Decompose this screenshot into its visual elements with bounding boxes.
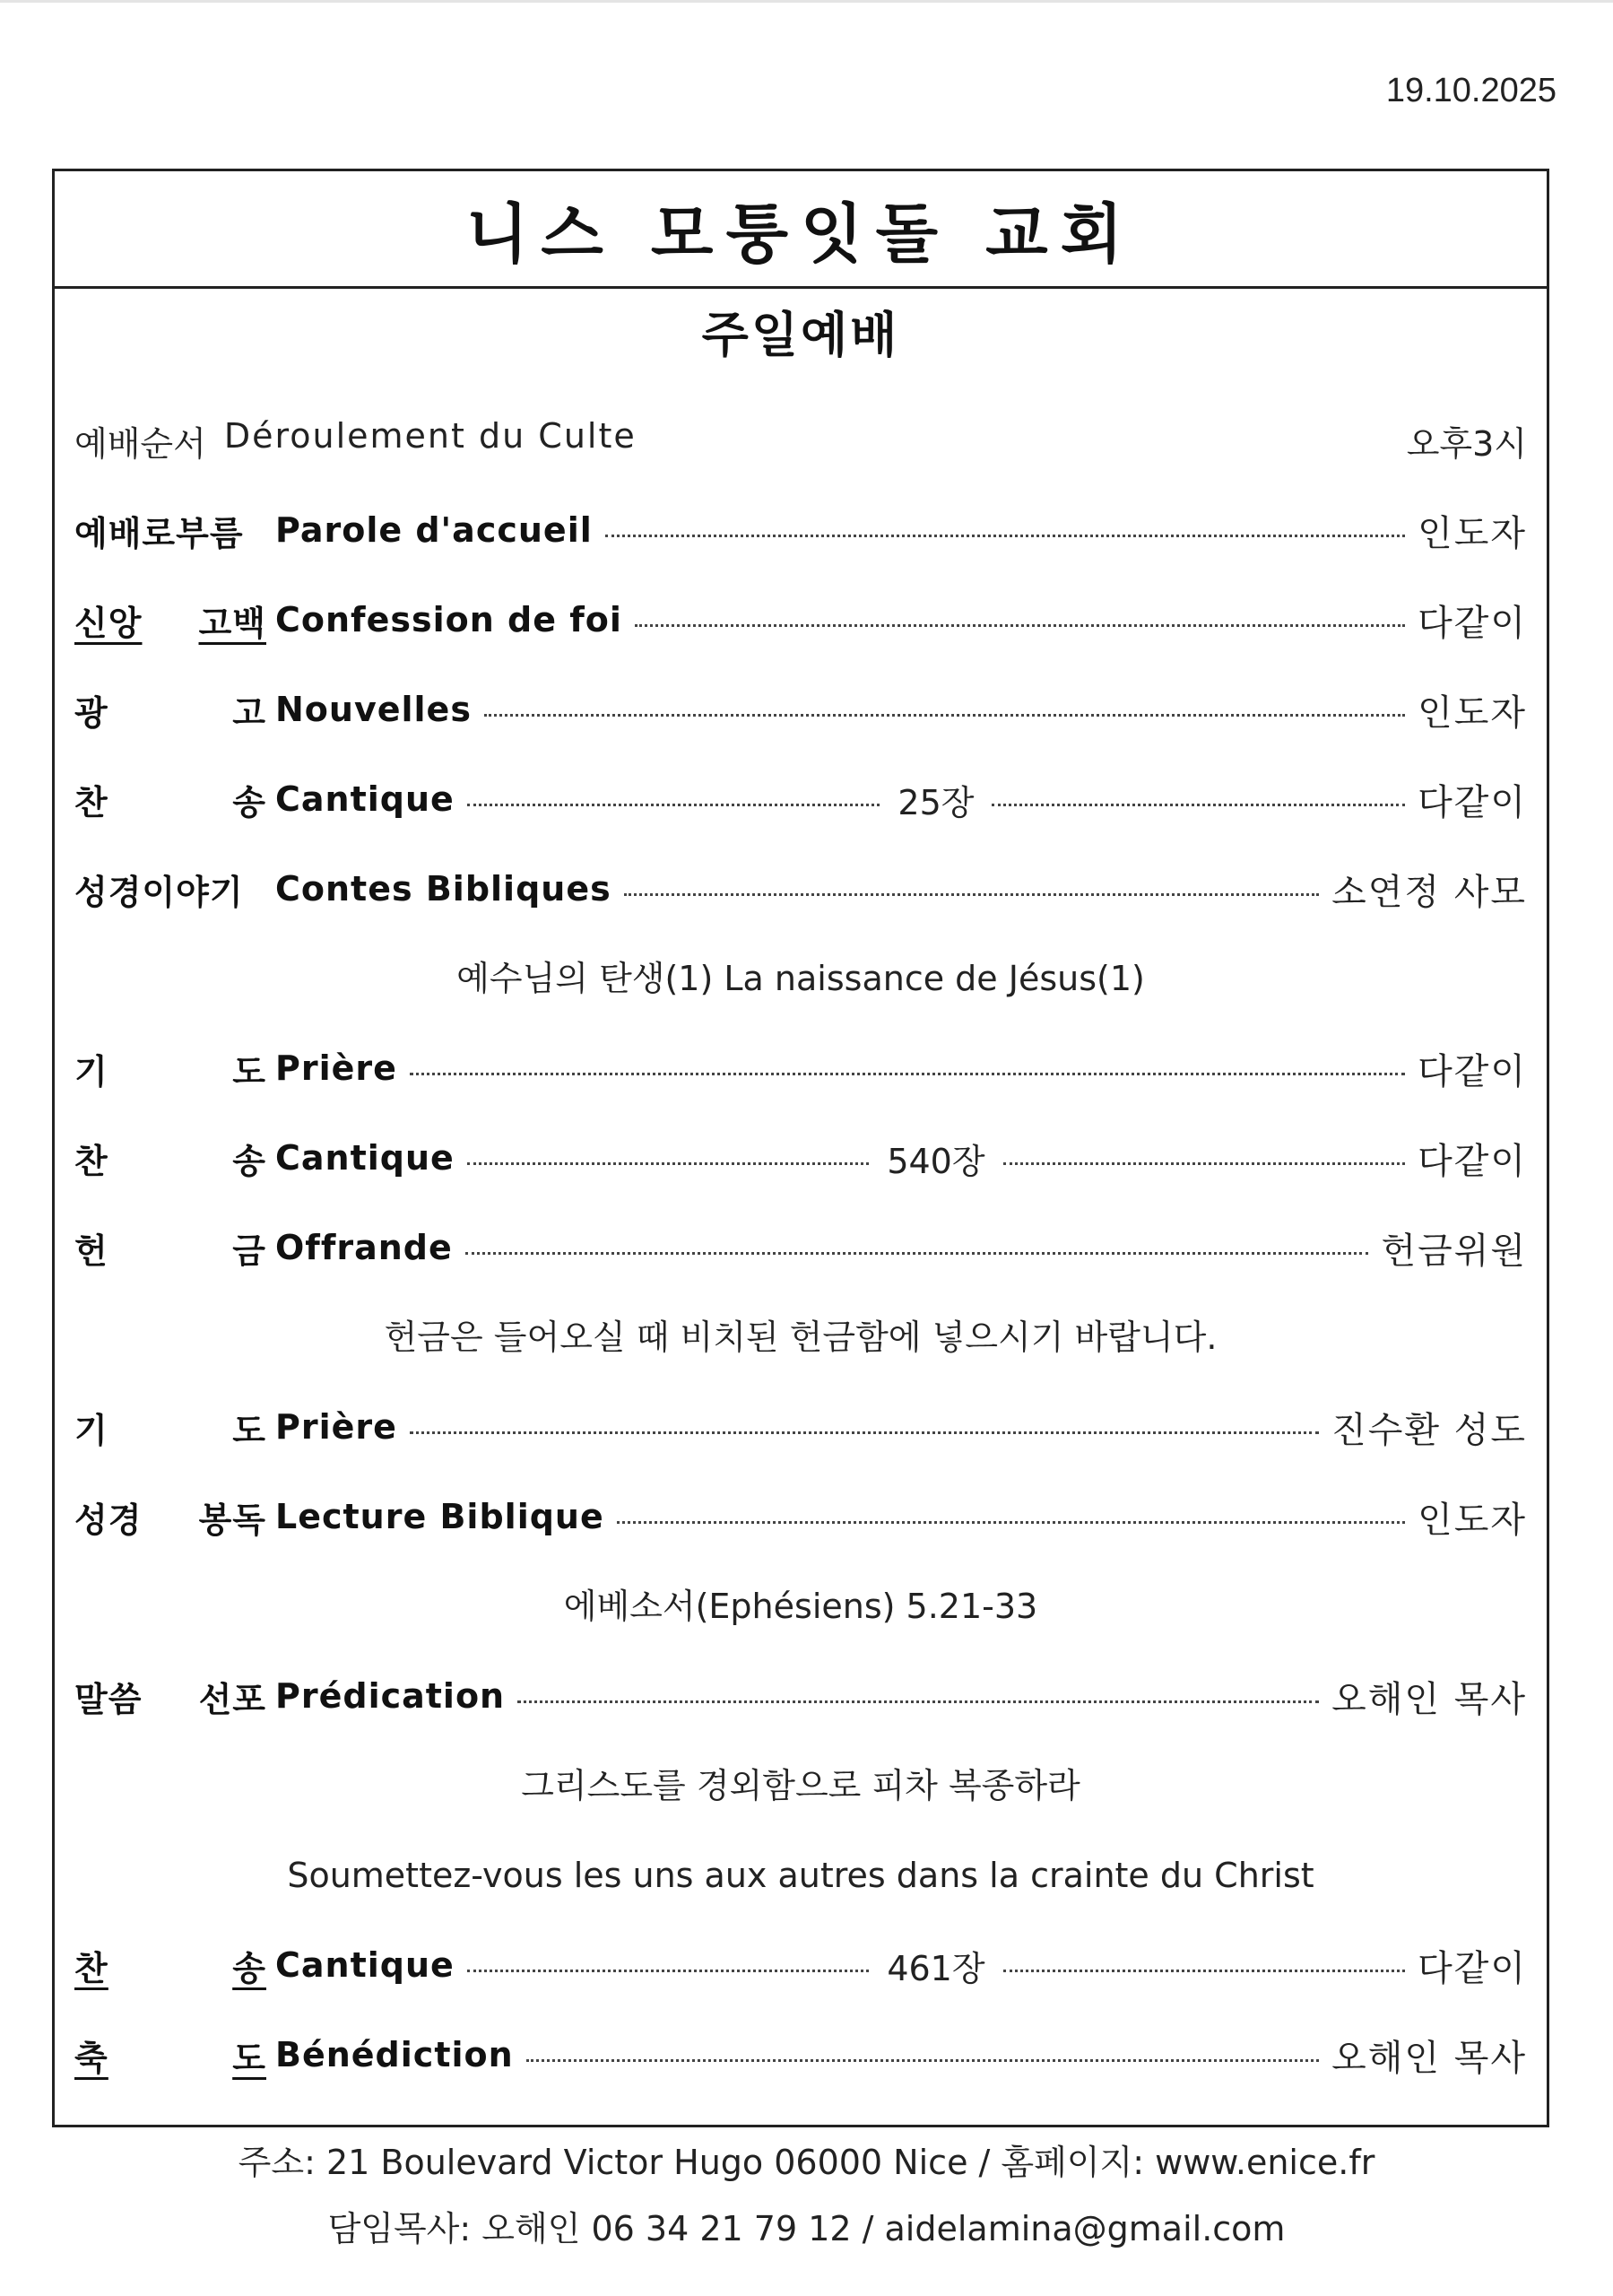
- dotted-leader: [635, 624, 1405, 627]
- order-item-ko: [74, 1134, 266, 1183]
- dotted-leader: [484, 714, 1405, 717]
- order-item-fr: Lecture Biblique: [275, 1497, 604, 1536]
- order-item-ko: [74, 685, 266, 735]
- order-item-ko: [74, 1044, 266, 1093]
- order-item-leader: 소연정 사모: [1331, 871, 1527, 913]
- order-item-leader: 다같이: [1418, 1140, 1528, 1182]
- order-item-ko: [74, 1672, 266, 1721]
- order-item-ko-second: 금: [232, 1231, 266, 1271]
- order-item-ko-second: 고백: [198, 603, 266, 643]
- story-title: 예수님의 탄생(1) La naissance de Jésus(1): [456, 959, 1145, 998]
- order-item-ko-second: 송: [232, 782, 266, 822]
- order-item-ko-second: 도: [232, 1410, 266, 1450]
- order-item-ko-second: 봉독: [198, 1500, 266, 1540]
- order-item-ko: 성경이야기: [74, 872, 244, 912]
- dotted-leader: [526, 2059, 1319, 2062]
- order-item-ko: [74, 1492, 266, 1542]
- order-item: [74, 503, 1527, 557]
- order-item: [74, 1400, 1527, 1454]
- order-item-fr: Bénédiction: [275, 2035, 514, 2074]
- order-item-ko-first: 성경: [74, 1500, 143, 1540]
- order-item-ko: [74, 1223, 266, 1273]
- service-time: 오후3시: [1406, 423, 1527, 464]
- order-item-ko-first: 기: [74, 1051, 108, 1091]
- order-item: [74, 2028, 1527, 2082]
- dotted-leader: [1003, 1970, 1406, 1972]
- order-item-leader: 헌금위원: [1381, 1230, 1527, 1272]
- order-item-fr: Cantique: [275, 1138, 455, 1178]
- bulletin-frame: [52, 169, 1549, 2127]
- order-item-ko-first: 찬: [74, 1141, 108, 1181]
- dotted-leader: [467, 804, 880, 806]
- order-item-ko-second: 송: [232, 1948, 266, 1988]
- order-item-ko-first: 찬: [74, 782, 108, 822]
- order-item-leader: 다같이: [1418, 781, 1528, 823]
- order-item-leader: 다같이: [1418, 1947, 1528, 1989]
- order-item: [74, 862, 1527, 916]
- dotted-leader: [624, 893, 1319, 896]
- order-item-leader: 진수환 성도: [1331, 1409, 1527, 1451]
- dotted-leader: [465, 1252, 1369, 1255]
- order-item-leader: 오해인 목사: [1331, 1678, 1527, 1720]
- order-item-ko: [74, 775, 266, 824]
- order-header-fr: Déroulement du Culte: [223, 415, 637, 456]
- order-item-ko-second: 도: [232, 1051, 266, 1091]
- sermon-title-fr: Soumettez-vous les uns aux autres dans la crainte du Christ: [287, 1856, 1314, 1895]
- order-item-fr: Parole d'accueil: [275, 510, 593, 550]
- hymn-number: 25장: [898, 782, 975, 822]
- hymn-number: 461장: [887, 1948, 985, 1988]
- order-item: [74, 772, 1527, 826]
- offering-note: 헌금은 들어오실 때 비치된 헌금함에 넣으시기 바랍니다.: [384, 1318, 1218, 1357]
- order-header: [74, 413, 1527, 467]
- scripture-reference: 에베소서(Ephésiens) 5.21-33: [563, 1587, 1038, 1626]
- pastor-contact: 담임목사: 오해인 06 34 21 79 12 / aidelamina@gmail.com: [327, 2209, 1286, 2248]
- order-item-leader: 인도자: [1418, 691, 1527, 734]
- order-item: [74, 1938, 1527, 1992]
- order-item-fr: Cantique: [275, 779, 455, 819]
- dotted-leader: [992, 804, 1405, 806]
- bulletin-date: 19.10.2025: [1385, 72, 1557, 109]
- order-item: [74, 1221, 1527, 1274]
- order-item-ko: [74, 596, 266, 645]
- order-item-fr: Cantique: [275, 1945, 455, 1985]
- dotted-leader: [410, 1073, 1405, 1075]
- dotted-leader: [617, 1521, 1405, 1524]
- order-item-ko-second: 송: [232, 1141, 266, 1181]
- church-name: 니스 모퉁잇돌 교회: [55, 171, 1547, 289]
- order-item-fr: Contes Bibliques: [275, 869, 611, 909]
- order-item-leader: 인도자: [1418, 512, 1527, 554]
- order-item-ko-first: 신앙: [74, 603, 143, 643]
- sermon-title-ko: 그리스도를 경외함으로 피차 복종하라: [521, 1766, 1080, 1805]
- order-item-ko-second: 선포: [198, 1679, 266, 1719]
- order-item-fr: Offrande: [275, 1228, 453, 1267]
- order-item-leader: 인도자: [1418, 1499, 1527, 1541]
- order-item-leader: 오해인 목사: [1331, 2037, 1527, 2079]
- top-border: [0, 0, 1613, 3]
- order-item: [74, 683, 1527, 736]
- order-item-fr: Confession de foi: [275, 600, 622, 639]
- order-header-ko: 예배순서: [74, 423, 206, 464]
- church-address: 주소: 21 Boulevard Victor Hugo 06000 Nice / 홈페이지: www.enice.fr: [238, 2143, 1375, 2182]
- order-item-ko: [74, 1941, 266, 1990]
- order-item-ko-first: 축: [74, 2038, 108, 2078]
- order-item-fr: Prédication: [275, 1676, 506, 1716]
- order-item-fr: Prière: [275, 1048, 397, 1088]
- order-item-leader: 다같이: [1418, 602, 1527, 644]
- dotted-leader: [605, 535, 1405, 537]
- order-item-leader: 다같이: [1418, 1050, 1527, 1092]
- order-item-ko-first: 말씀: [74, 1679, 143, 1719]
- order-item-ko-first: 찬: [74, 1948, 108, 1988]
- dotted-leader: [517, 1700, 1319, 1703]
- order-item: [74, 1041, 1527, 1095]
- dotted-leader: [410, 1431, 1319, 1434]
- order-item: [74, 1669, 1527, 1723]
- dotted-leader: [1003, 1162, 1406, 1165]
- order-item-ko-first: 광: [74, 692, 108, 733]
- dotted-leader: [467, 1970, 870, 1972]
- order-item-ko: [74, 2031, 266, 2080]
- order-item-ko-second: 도: [232, 2038, 266, 2078]
- service-name: 주일예배: [701, 307, 900, 363]
- order-item: [74, 1131, 1527, 1185]
- order-item-fr: Nouvelles: [275, 690, 472, 729]
- order-item-ko: [74, 1403, 266, 1452]
- hymn-number: 540장: [887, 1141, 985, 1181]
- order-item: [74, 1490, 1527, 1544]
- order-item-fr: Prière: [275, 1407, 397, 1447]
- order-item-ko: 예배로부름: [74, 513, 244, 553]
- dotted-leader: [467, 1162, 870, 1165]
- order-item-ko-first: 헌: [74, 1231, 108, 1271]
- order-item-ko-first: 기: [74, 1410, 108, 1450]
- order-item: [74, 593, 1527, 647]
- order-item-ko-second: 고: [232, 692, 266, 733]
